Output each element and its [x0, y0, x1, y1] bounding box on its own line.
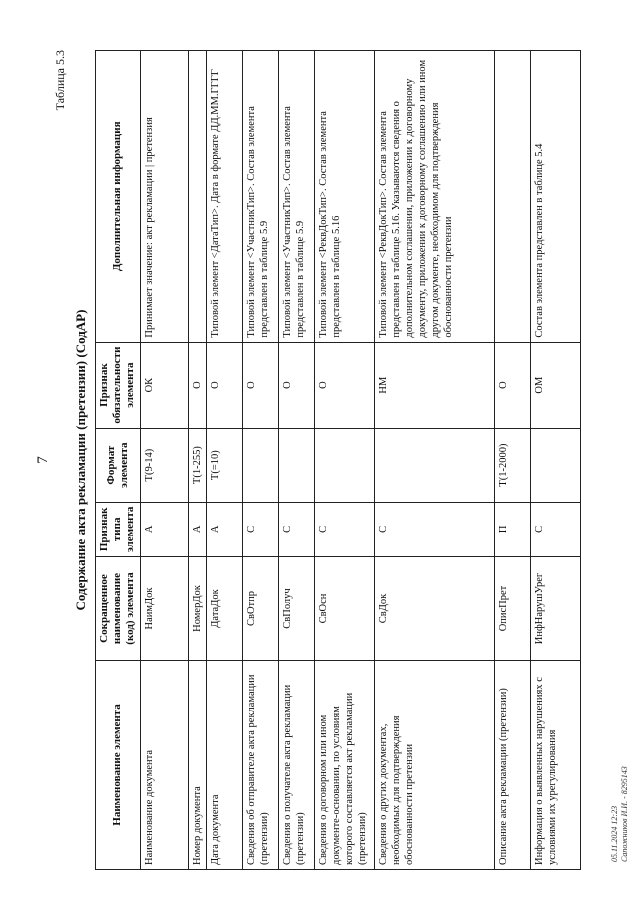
cell-element-name: Сведения об отправителе акта рекламации (претензии) [242, 661, 278, 870]
cell-type: П [494, 502, 530, 556]
header-code: Сокращенное наименование (код) элемента [96, 557, 141, 661]
cell-info: Типовой элемент <РеквДокТип>. Состав элемента представлен в таблице 5.16 [314, 51, 374, 343]
cell-info: Типовой элемент <УчастникТип>. Состав элемента представлен в таблице 5.9 [278, 51, 314, 343]
cell-info: Типовой элемент <УчастникТип>. Состав элемента представлен в таблице 5.9 [242, 51, 278, 343]
cell-type: С [530, 502, 580, 556]
header-format: Формат элемента [96, 428, 141, 502]
cell-required: О [494, 342, 530, 428]
cell-required: О [314, 342, 374, 428]
cell-code: ДатаДок [206, 557, 242, 661]
cell-info: Принимает значение: акт рекламации | претензия [140, 51, 188, 343]
table-label: Таблица 5.3 [53, 50, 67, 111]
cell-code: СвОтпр [242, 557, 278, 661]
page-number: 7 [35, 456, 51, 464]
cell-code: НаимДок [140, 557, 188, 661]
cell-format: T(=10) [206, 428, 242, 502]
stamp-date: 05.11.2024 12:23 [610, 805, 619, 862]
cell-code: ОписПрет [494, 557, 530, 661]
cell-format: T(1-255) [188, 428, 206, 502]
header-element-name: Наименование элемента [96, 661, 141, 870]
cell-element-name: Сведения о получателе акта рекламации (претензии) [278, 661, 314, 870]
cell-code: СвОсн [314, 557, 374, 661]
cell-format [314, 428, 374, 502]
cell-element-name: Сведения о договорном или ином документе-основании, по условиям которого составляется акт рекламации (претензии) [314, 661, 374, 870]
table-row [140, 51, 188, 870]
cell-info: Типовой элемент <ДатаТип>. Дата в формате ДД.ММ.ГГГГ [206, 51, 242, 343]
table-row [494, 51, 530, 870]
cell-code: НомерДок [188, 557, 206, 661]
table-caption: Содержание акта рекламации (претензии) (СодАР) [73, 309, 88, 611]
table-row [278, 51, 314, 870]
cell-element-name: Информация о выявленных нарушениях с условиями их урегулирования [530, 661, 580, 870]
cell-required: О [278, 342, 314, 428]
cell-format: T(9-14) [140, 428, 188, 502]
header-type: Признак типа элемента [96, 502, 141, 556]
stamp-author: Сапожников И.И. - 8295143 [620, 766, 630, 862]
cell-info [494, 51, 530, 343]
table-row [188, 51, 206, 870]
cell-info [188, 51, 206, 343]
cell-format [530, 428, 580, 502]
cell-element-name: Дата документа [206, 661, 242, 870]
cell-required: ОМ [530, 342, 580, 428]
cell-type: А [188, 502, 206, 556]
cell-code: СвПолуч [278, 557, 314, 661]
cell-element-name: Наименование документа [140, 661, 188, 870]
rotated-page [35, 50, 630, 870]
elements-table [95, 50, 581, 870]
signature-stamp [610, 766, 631, 862]
cell-element-name: Сведения о других документах, необходимых для подтверждения обоснованности претензии [374, 661, 494, 870]
cell-code: ИнфНарушУрег [530, 557, 580, 661]
cell-format [374, 428, 494, 502]
cell-required: ОК [140, 342, 188, 428]
cell-type: С [374, 502, 494, 556]
header-required: Признак обязательности элемента [96, 342, 141, 428]
table-row [530, 51, 580, 870]
cell-type: С [242, 502, 278, 556]
cell-format: T(1-2000) [494, 428, 530, 502]
table-row [242, 51, 278, 870]
cell-type: А [206, 502, 242, 556]
table-row [206, 51, 242, 870]
cell-info: Типовой элемент <РеквДокТип>. Состав элемента представлен в таблице 5.16. Указываются сведения о дополнительном соглашении, приложении к договорному документу, приложении к договорному соглашению или ином другом документе, необходимом для подтверждения обоснованности претензии [374, 51, 494, 343]
header-info: Дополнительная информация [96, 51, 141, 343]
cell-element-name: Описание акта рекламации (претензии) [494, 661, 530, 870]
cell-required: О [242, 342, 278, 428]
table-row [314, 51, 374, 870]
cell-required: О [188, 342, 206, 428]
cell-info: Состав элемента представлен в таблице 5.4 [530, 51, 580, 343]
cell-code: СвДок [374, 557, 494, 661]
table-row [374, 51, 494, 870]
cell-element-name: Номер документа [188, 661, 206, 870]
table-header-row [96, 51, 141, 870]
cell-format [242, 428, 278, 502]
cell-format [278, 428, 314, 502]
cell-type: С [278, 502, 314, 556]
cell-required: О [206, 342, 242, 428]
cell-required: НМ [374, 342, 494, 428]
cell-type: А [140, 502, 188, 556]
cell-type: С [314, 502, 374, 556]
